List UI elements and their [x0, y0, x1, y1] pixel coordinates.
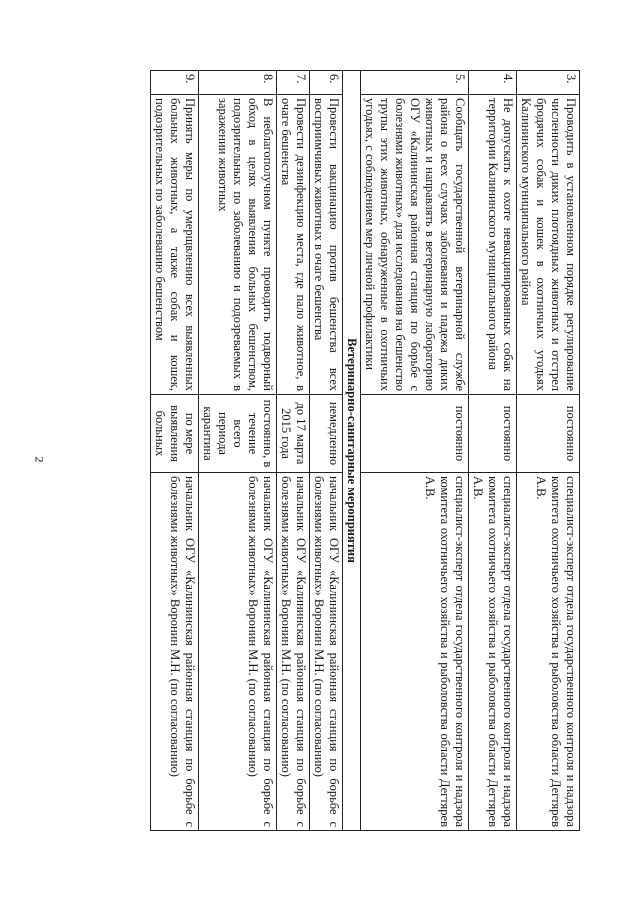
row-responsible: специалист-эксперт отдела государственного контроля и надзора комитета охотничьего хозяйства и рыболовства области Дегтярев А.В.: [469, 473, 517, 831]
row-term: до 17 марта 2015 года: [277, 395, 310, 473]
row-number: 3.: [517, 71, 580, 95]
table-row: [277, 71, 310, 831]
row-action: Сообщать государственной ветеринарной службе района о всех случаях заболевания и падежа диких животных и направлять в ветеринарную лабораторию ОГУ «Калининская районная станция по борьбе с болезнями животных» для исследования на бешенство трупы этих животных, обнаруженные в охотничьих угодьях, с соблюдением мер личной профилактики: [361, 95, 469, 395]
row-term: по мере выявления больных: [151, 395, 199, 473]
page-number: 2: [32, 456, 47, 463]
row-term: постоянно: [469, 395, 517, 473]
row-action: Проводить в установленном порядке регулирование численности диких плотоядных животных и отстрел бродячих собак и кошек в охотничьих угодьях Калининского муниципального района: [517, 95, 580, 395]
row-action: Провести дезинфекцию места, где пало животное, в очаге бешенства: [277, 95, 310, 395]
row-action: Принять меры по умерщвлению всех выявленных больных животных, а также собак и кошек, подозрительных по заболеванию бешенством: [151, 95, 199, 395]
row-responsible: начальник ОГУ «Калининская районная станция по борьбе с болезнями животных» Воронин М.Н. (по согласованию): [277, 473, 310, 831]
rotated-table-container: [60, 70, 580, 830]
table-row: [361, 71, 469, 831]
table-row: [310, 71, 343, 831]
table-row: [199, 71, 277, 831]
row-action: Провести вакцинацию против бешенства всех восприимчивых животных в очаге бешенства: [310, 95, 343, 395]
row-responsible: начальник ОГУ «Калининская районная станция по борьбе с болезнями животных» Воронин М.Н. (по согласованию): [310, 473, 343, 831]
row-number: 9.: [151, 71, 199, 95]
table-row: [469, 71, 517, 831]
row-term: немедленно: [310, 395, 343, 473]
row-action: В неблагополучном пункте проводить подворный обход в целях выявления больных бешенством, подозрительных по заболеванию и подозреваемых в заражении животных: [199, 95, 277, 395]
row-term: постоянно, в течение всего периода карантина: [199, 395, 277, 473]
row-term: постоянно: [517, 395, 580, 473]
row-number: 4.: [469, 71, 517, 95]
table-row: [151, 71, 199, 831]
measures-table: [150, 70, 580, 831]
section-header-row: [343, 71, 361, 831]
row-number: 5.: [361, 71, 469, 95]
row-responsible: специалист-эксперт отдела государственного контроля и надзора комитета охотничьего хозяйства и рыболовства области Дегтярев А.В.: [361, 473, 469, 831]
row-number: 7.: [277, 71, 310, 95]
row-responsible: специалист-эксперт отдела государственного контроля и надзора комитета охотничьего хозяйства и рыболовства области Дегтярев А.В.: [517, 473, 580, 831]
row-responsible: начальник ОГУ «Калининская районная станция по борьбе с болезнями животных» Воронин М.Н. (по согласованию): [199, 473, 277, 831]
row-number: 6.: [310, 71, 343, 95]
row-action: Не допускать к охоте невакцинированных собак на территории Калининского муниципального района: [469, 95, 517, 395]
row-number: 8.: [199, 71, 277, 95]
row-term: постоянно: [361, 395, 469, 473]
section-title: Ветеринарно-санитарные мероприятия: [343, 71, 361, 831]
table-row: [517, 71, 580, 831]
row-responsible: начальник ОГУ «Калининская районная станция по борьбе с болезнями животных» Воронин М.Н. (по согласованию): [151, 473, 199, 831]
